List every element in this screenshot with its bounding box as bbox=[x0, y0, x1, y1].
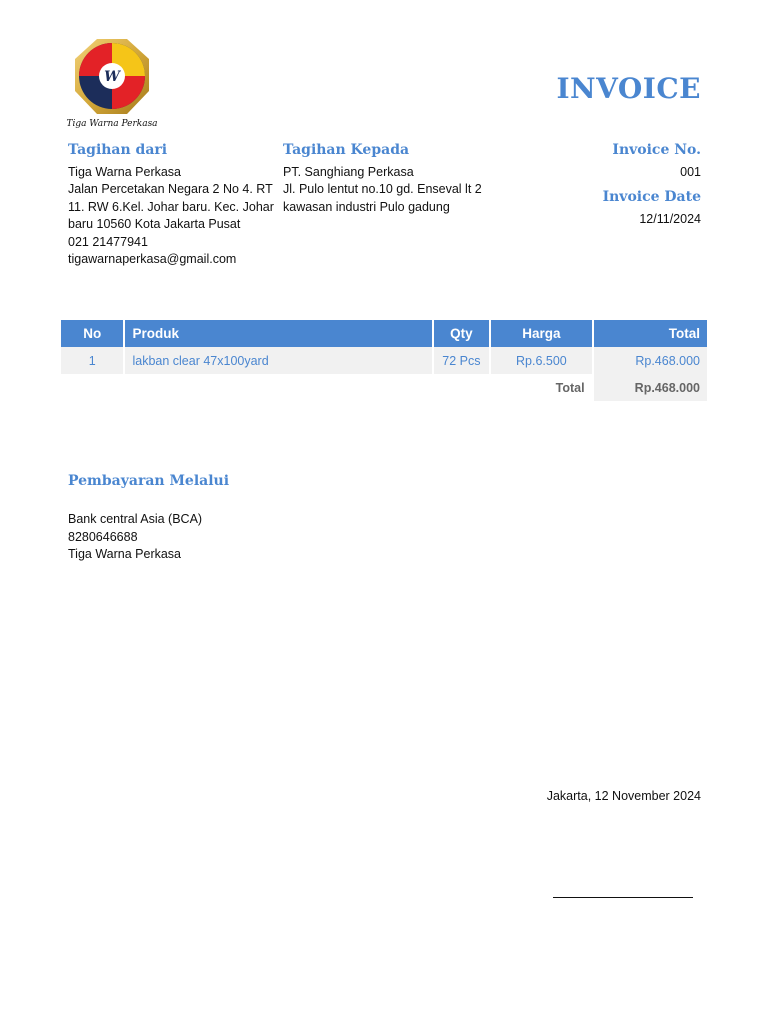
logo-caption: Tiga Warna Perkasa bbox=[66, 119, 158, 129]
column-header-no: No bbox=[61, 320, 124, 347]
invoice-meta-section bbox=[521, 142, 701, 228]
total-label: Total bbox=[490, 374, 592, 401]
invoice-no-label: Invoice No. bbox=[612, 142, 701, 158]
bill-from-line: Jalan Percetakan Negara 2 No 4. RT bbox=[68, 182, 273, 196]
bill-to-line: kawasan industri Pulo gadung bbox=[283, 199, 450, 214]
column-header-produk: Produk bbox=[124, 320, 432, 347]
cell-produk: lakban clear 47x100yard bbox=[124, 347, 432, 374]
payment-line: Bank central Asia (BCA) bbox=[68, 512, 203, 526]
payment-line: Tiga Warna Perkasa bbox=[68, 547, 182, 561]
logo-emblem-icon bbox=[64, 36, 160, 120]
bill-from-line: tigawarnaperkasa@gmail.com bbox=[68, 252, 237, 266]
cell-no: 1 bbox=[61, 347, 124, 374]
column-header-total: Total bbox=[593, 320, 707, 347]
invoice-date-label: Invoice Date bbox=[602, 189, 701, 205]
bill-from-section bbox=[68, 142, 278, 269]
bill-to-heading: Tagihan Kepada bbox=[283, 142, 410, 158]
bill-from-line: baru 10560 Kota Jakarta Pusat bbox=[68, 217, 241, 231]
payment-heading: Pembayaran Melalui bbox=[68, 473, 230, 489]
bill-from-line: 021 21477941 bbox=[68, 234, 148, 249]
column-header-harga: Harga bbox=[490, 320, 592, 347]
bill-from-line: Tiga Warna Perkasa bbox=[68, 164, 182, 179]
total-row bbox=[61, 374, 707, 401]
total-value: Rp.468.000 bbox=[593, 374, 707, 401]
place-date: Jakarta, 12 November 2024 bbox=[546, 789, 701, 803]
bill-from-heading: Tagihan dari bbox=[68, 142, 168, 158]
cell-harga: Rp.6.500 bbox=[490, 347, 592, 374]
bill-to-section bbox=[283, 142, 493, 216]
table-row bbox=[61, 347, 707, 374]
logo-monogram: W bbox=[104, 69, 120, 85]
items-table bbox=[61, 320, 707, 401]
invoice-title: INVOICE bbox=[556, 72, 701, 105]
cell-qty: 72 Pcs bbox=[433, 347, 491, 374]
bill-from-line: 11. RW 6.Kel. Johar baru. Kec. Johar bbox=[68, 199, 274, 214]
invoice-no-value: 001 bbox=[680, 164, 701, 179]
bill-to-line: PT. Sanghiang Perkasa bbox=[283, 164, 414, 179]
signature-line bbox=[553, 897, 693, 898]
bill-to-line: Jl. Pulo lentut no.10 gd. Enseval lt 2 bbox=[283, 182, 482, 196]
payment-section bbox=[68, 511, 202, 564]
table-header-row bbox=[61, 320, 707, 347]
column-header-qty: Qty bbox=[433, 320, 491, 347]
payment-line: 8280646688 bbox=[68, 529, 138, 544]
cell-total: Rp.468.000 bbox=[593, 347, 707, 374]
invoice-date-value: 12/11/2024 bbox=[639, 211, 701, 226]
